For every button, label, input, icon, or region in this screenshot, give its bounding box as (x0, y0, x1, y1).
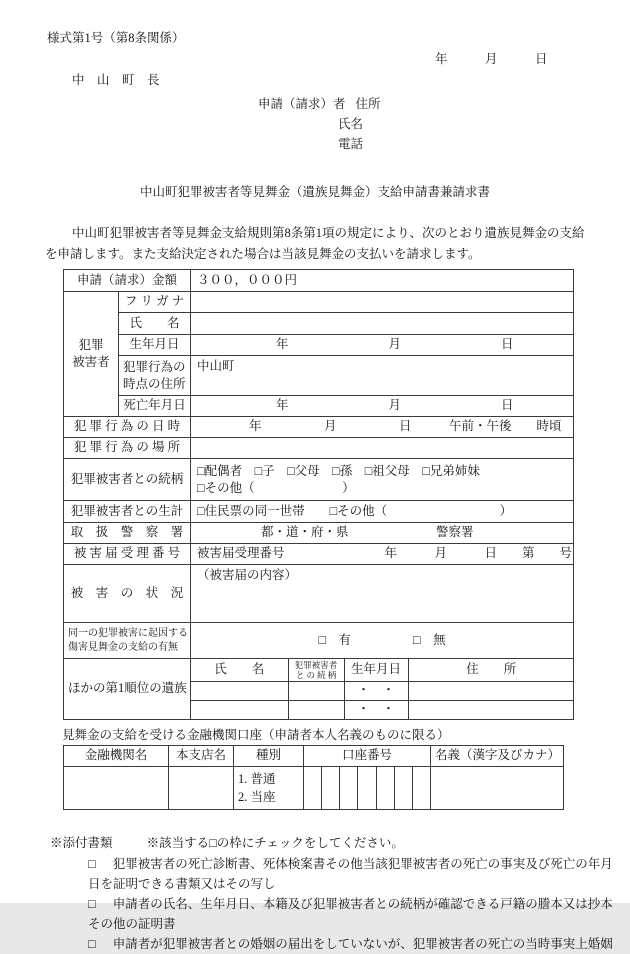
damage-status-label: 被 害 の 状 況 (64, 565, 191, 623)
prior-payment-yes-checkbox[interactable]: □ 有 (318, 632, 352, 647)
bereaved-subtable (191, 659, 574, 719)
bereaved-row2-relation[interactable] (288, 701, 344, 720)
bereaved-row-2 (191, 701, 574, 720)
attachments-section (50, 834, 630, 954)
birth-date-field[interactable]: 年 月 日 (191, 335, 574, 356)
page-title: 中山町犯罪被害者等見舞金（遺族見舞金）支給申請書兼請求書 (139, 185, 490, 199)
bank-header-holder: 名義（漢字及びカナ） (431, 746, 564, 767)
attachment-item-3: □ 申請者が犯罪被害者との婚姻の届出をしていないが、犯罪被害者の死亡の当時事実上婚姻 (88, 934, 630, 954)
furigana-field[interactable] (191, 292, 574, 313)
police-station-field[interactable]: 都・道・府・県 警察署 (191, 523, 574, 544)
bereaved-subtable-cell (191, 659, 574, 720)
bank-holder-field[interactable] (431, 767, 564, 810)
intro-paragraph (45, 223, 585, 265)
bank-header-account-number: 口座番号 (304, 746, 431, 767)
report-number-field[interactable]: 被害届受理番号 年 月 日 第 号 (191, 544, 574, 565)
bereaved-row2-address[interactable] (408, 701, 574, 720)
attachment-3-checkbox[interactable]: □ (88, 937, 96, 951)
report-number-label: 被 害 届 受 理 番 号 (64, 544, 191, 565)
damage-status-field[interactable]: （被害届の内容） (191, 565, 574, 623)
bank-section-caption: 見舞金の支給を受ける金融機関口座（申請者本人名義のものに限る） (62, 728, 450, 742)
relationship-options-line1[interactable]: □配偶者 □子 □父母 □孫 □祖父母 □兄弟姉妹 (197, 463, 480, 478)
bereaved-row2-name[interactable] (191, 701, 288, 720)
livelihood-label: 犯罪被害者との生計 (64, 501, 191, 523)
applicant-field-name: 氏名 (338, 117, 364, 131)
form-number: 様式第1号（第8条関係） (47, 31, 185, 45)
intro-line-2: を申請します。また支給決定された場合は当該見舞金の支払いを請求します。 (45, 247, 481, 261)
bereaved-row1-name[interactable] (191, 682, 288, 701)
bank-institution-field[interactable] (64, 767, 169, 810)
applicant-label: 申請（請求）者 (258, 97, 346, 111)
bereaved-row1-address[interactable] (408, 682, 574, 701)
bank-type-options[interactable]: 1. 普通 2. 当座 (234, 767, 304, 810)
applicant-block (258, 94, 630, 154)
bereaved-row2-birth[interactable]: ・ ・ (344, 701, 408, 720)
account-digit-boxes[interactable] (304, 767, 430, 809)
bank-header-institution: 金融機関名 (64, 746, 169, 767)
bereaved-header-relation: 犯罪被害者 と の 続 柄 (288, 659, 344, 682)
bank-account-number-field[interactable] (304, 767, 431, 810)
prior-payment-no-checkbox[interactable]: □ 無 (413, 632, 446, 647)
applicant-field-phone: 電話 (338, 137, 364, 151)
bereaved-header-birth: 生年月日 (344, 659, 408, 682)
birth-date-label: 生年月日 (119, 335, 191, 356)
prior-payment-label: 同一の犯罪被害に起因する 傷害見舞金の支給の有無 (64, 623, 191, 659)
bereaved-label: ほかの第1順位の遺族 (64, 659, 191, 720)
crime-place-field[interactable] (191, 438, 574, 459)
name-field[interactable] (191, 313, 574, 335)
relationship-options[interactable] (191, 459, 574, 501)
bereaved-row1-birth[interactable]: ・ ・ (344, 682, 408, 701)
furigana-label: フ リ ガ ナ (119, 292, 191, 313)
amount-label: 申請（請求）金額 (64, 270, 191, 292)
attachments-instruction: ※該当する□の枠にチェックをしてください。 (146, 836, 404, 850)
name-label: 氏 名 (119, 313, 191, 335)
attachment-1-checkbox[interactable]: □ (88, 857, 96, 871)
addressee: 中 山 町 長 (72, 73, 160, 87)
death-date-label: 死亡年月日 (119, 396, 191, 417)
bank-header-type: 種別 (234, 746, 304, 767)
bank-account-table (63, 745, 564, 810)
bereaved-header-name: 氏 名 (191, 659, 288, 682)
applicant-field-address: 住所 (355, 97, 381, 111)
relationship-options-line2[interactable]: □その他（ ） (197, 480, 355, 495)
death-date-field[interactable]: 年 月 日 (191, 396, 574, 417)
crime-datetime-label: 犯 罪 行 為 の 日 時 (64, 417, 191, 438)
application-table (63, 269, 574, 720)
crime-address-field[interactable]: 中山町 (191, 356, 574, 396)
attachment-item-2: □ 申請者の氏名、生年月日、本籍及び犯罪被害者との続柄が確認できる戸籍の謄本又は抄本 その他の証明書 (88, 894, 630, 934)
amount-value: ３００，０００円 (191, 270, 574, 292)
bereaved-header-address: 住 所 (408, 659, 574, 682)
livelihood-options[interactable]: □住民票の同一世帯 □その他（ ） (191, 501, 574, 523)
date-line: 年 月 日 (435, 52, 548, 66)
bank-branch-field[interactable] (169, 767, 234, 810)
police-station-label: 取 扱 警 察 署 (64, 523, 191, 544)
intro-line-1: 中山町犯罪被害者等見舞金支給規則第8条第1項の規定により、次のとおり遺族見舞金の支給 (72, 226, 585, 240)
crime-place-label: 犯 罪 行 為 の 場 所 (64, 438, 191, 459)
relationship-label: 犯罪被害者との続柄 (64, 459, 191, 501)
attachment-item-1: □ 犯罪被害者の死亡診断書、死体検案書その他当該犯罪被害者の死亡の事実及び死亡の年月 日を証明できる書類又はその写し (88, 854, 630, 894)
prior-payment-options (191, 623, 574, 659)
bereaved-row-1 (191, 682, 574, 701)
crime-address-label: 犯罪行為の 時点の住所 (119, 356, 191, 396)
crime-datetime-field[interactable]: 年 月 日 午前・午後 時頃 (191, 417, 574, 438)
bereaved-row1-relation[interactable] (288, 682, 344, 701)
attachments-heading: ※添付書類 (50, 836, 113, 850)
attachment-2-checkbox[interactable]: □ (88, 897, 96, 911)
bank-header-branch: 本支店名 (169, 746, 234, 767)
victim-group-label: 犯罪 被害者 (64, 292, 119, 417)
